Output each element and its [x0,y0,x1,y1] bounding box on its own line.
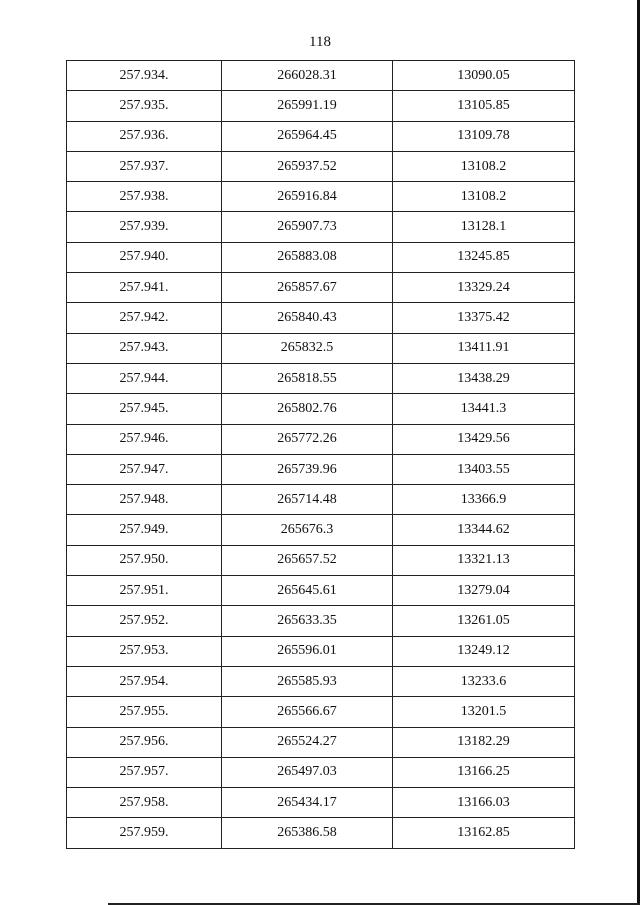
table-row [67,818,575,848]
y-coordinate-cell: 13090.05 [393,61,575,91]
y-coordinate-cell: 13321.13 [393,545,575,575]
y-coordinate-cell: 13245.85 [393,242,575,272]
table-row [67,394,575,424]
y-coordinate-cell: 13108.2 [393,182,575,212]
x-coordinate-cell: 265772.26 [222,424,393,454]
x-coordinate-cell: 266028.31 [222,61,393,91]
x-coordinate-cell: 265991.19 [222,91,393,121]
x-coordinate-cell: 265916.84 [222,182,393,212]
x-coordinate-cell: 265585.93 [222,666,393,696]
table-row [67,666,575,696]
table-row [67,151,575,181]
y-coordinate-cell: 13166.03 [393,788,575,818]
point-number-cell: 257.944. [67,363,222,393]
y-coordinate-cell: 13108.2 [393,151,575,181]
x-coordinate-cell: 265739.96 [222,454,393,484]
table-row [67,91,575,121]
x-coordinate-cell: 265964.45 [222,121,393,151]
table-row [67,273,575,303]
table-row [67,636,575,666]
point-number-cell: 257.958. [67,788,222,818]
y-coordinate-cell: 13403.55 [393,454,575,484]
point-number-cell: 257.951. [67,576,222,606]
y-coordinate-cell: 13344.62 [393,515,575,545]
point-number-cell: 257.959. [67,818,222,848]
point-number-cell: 257.942. [67,303,222,333]
point-number-cell: 257.941. [67,273,222,303]
point-number-cell: 257.954. [67,666,222,696]
y-coordinate-cell: 13105.85 [393,91,575,121]
y-coordinate-cell: 13109.78 [393,121,575,151]
point-number-cell: 257.949. [67,515,222,545]
y-coordinate-cell: 13366.9 [393,485,575,515]
point-number-cell: 257.934. [67,61,222,91]
x-coordinate-cell: 265857.67 [222,273,393,303]
point-number-cell: 257.943. [67,333,222,363]
x-coordinate-cell: 265566.67 [222,697,393,727]
table-row [67,485,575,515]
y-coordinate-cell: 13429.56 [393,424,575,454]
point-number-cell: 257.955. [67,697,222,727]
x-coordinate-cell: 265907.73 [222,212,393,242]
table-row [67,697,575,727]
x-coordinate-cell: 265596.01 [222,636,393,666]
point-number-cell: 257.947. [67,454,222,484]
y-coordinate-cell: 13438.29 [393,363,575,393]
y-coordinate-cell: 13261.05 [393,606,575,636]
point-number-cell: 257.957. [67,757,222,787]
point-number-cell: 257.938. [67,182,222,212]
table-row [67,212,575,242]
y-coordinate-cell: 13375.42 [393,303,575,333]
table-row [67,576,575,606]
point-number-cell: 257.935. [67,91,222,121]
x-coordinate-cell: 265818.55 [222,363,393,393]
table-row [67,454,575,484]
x-coordinate-cell: 265434.17 [222,788,393,818]
y-coordinate-cell: 13329.24 [393,273,575,303]
y-coordinate-cell: 13279.04 [393,576,575,606]
point-number-cell: 257.956. [67,727,222,757]
x-coordinate-cell: 265937.52 [222,151,393,181]
point-number-cell: 257.948. [67,485,222,515]
table-row [67,182,575,212]
table-row [67,424,575,454]
point-number-cell: 257.939. [67,212,222,242]
table-row [67,727,575,757]
y-coordinate-cell: 13162.85 [393,818,575,848]
table-row [67,61,575,91]
x-coordinate-cell: 265802.76 [222,394,393,424]
coordinates-table [66,60,575,849]
point-number-cell: 257.946. [67,424,222,454]
table-row [67,121,575,151]
x-coordinate-cell: 265657.52 [222,545,393,575]
x-coordinate-cell: 265840.43 [222,303,393,333]
x-coordinate-cell: 265883.08 [222,242,393,272]
x-coordinate-cell: 265386.58 [222,818,393,848]
point-number-cell: 257.936. [67,121,222,151]
point-number-cell: 257.940. [67,242,222,272]
table-row [67,606,575,636]
table-row [67,333,575,363]
y-coordinate-cell: 13441.3 [393,394,575,424]
page-number: 118 [309,34,331,50]
table-row [67,303,575,333]
table-row [67,363,575,393]
y-coordinate-cell: 13182.29 [393,727,575,757]
y-coordinate-cell: 13166.25 [393,757,575,787]
y-coordinate-cell: 13411.91 [393,333,575,363]
x-coordinate-cell: 265676.3 [222,515,393,545]
x-coordinate-cell: 265524.27 [222,727,393,757]
point-number-cell: 257.953. [67,636,222,666]
point-number-cell: 257.952. [67,606,222,636]
table-row [67,242,575,272]
point-number-cell: 257.950. [67,545,222,575]
table-row [67,515,575,545]
x-coordinate-cell: 265497.03 [222,757,393,787]
y-coordinate-cell: 13233.6 [393,666,575,696]
x-coordinate-cell: 265633.35 [222,606,393,636]
table-row [67,545,575,575]
point-number-cell: 257.937. [67,151,222,181]
x-coordinate-cell: 265832.5 [222,333,393,363]
y-coordinate-cell: 13128.1 [393,212,575,242]
y-coordinate-cell: 13249.12 [393,636,575,666]
point-number-cell: 257.945. [67,394,222,424]
table-row [67,788,575,818]
y-coordinate-cell: 13201.5 [393,697,575,727]
x-coordinate-cell: 265714.48 [222,485,393,515]
table-body [67,61,575,849]
table-row [67,757,575,787]
x-coordinate-cell: 265645.61 [222,576,393,606]
